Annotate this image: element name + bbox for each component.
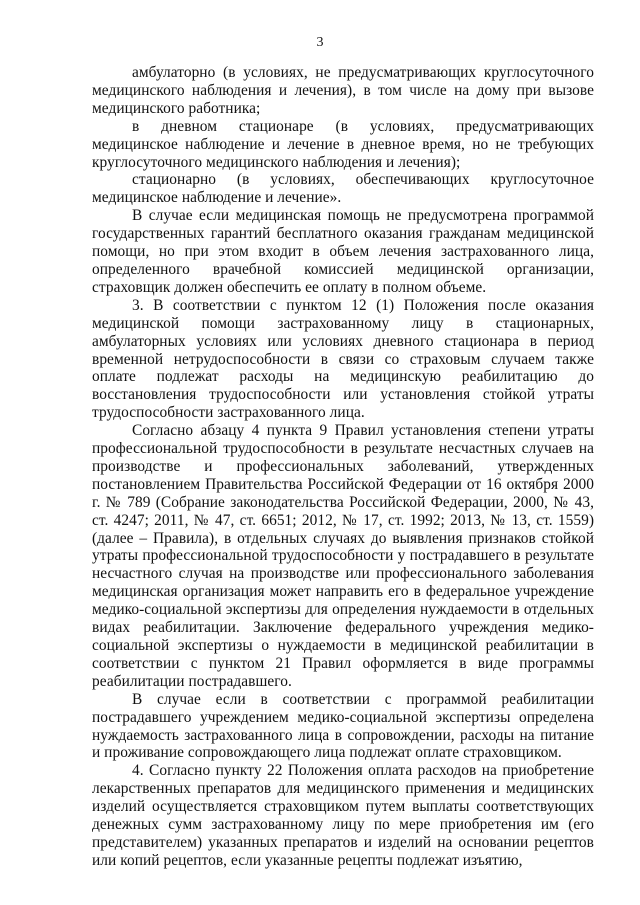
page-number: 3 — [316, 35, 324, 50]
paragraph-rules-paragraph-4: Согласно абзацу 4 пункта 9 Правил установления степени утраты профессиональной трудоспособности в результате несчастных случаев на производстве и профессиональных заболеваний, утвержденных постановлением Правительства Российской Федерации от 16 октября 2000 г. № 789 (Собрание законодательства Российской Федерации, 2000, № 43, ст. 4247; 2011, № 47, ст. 6651; 2012, № 17, ст. 1992; 2013, № 13, ст. 1559) (далее – Правила), в отдельных случаях до выявления признаков стойкой утраты профессиональной трудоспособности у пострадавшего в результате несчастного случая на производстве или профессионального заболевания медицинская организация может направить его в федеральное учреждение медико-социальной экспертизы для определения нуждаемости в отдельных видах реабилитации. Заключение федерального учреждения медико-социальной экспертизы о нуждаемости в медицинской реабилитации в соответствии с пунктом 21 Правил оформляется в виде программы реабилитации пострадавшего. — [92, 422, 594, 690]
paragraph-section-4: 4. Согласно пункту 22 Положения оплата расходов на приобретение лекарственных препаратов для медицинского применения и медицинских изделий осуществляется страховщиком путем выплаты соответствующих денежных сумм застрахованному лицу по мере приобретения им (его представителем) указанных препаратов и изделий на основании рецептов или копий рецептов, если указанные рецепты подлежат изъятию, — [92, 762, 594, 869]
paragraph-accompanying-person: В случае если в соответствии с программой реабилитации пострадавшего учреждением медико-социальной экспертизы определена нуждаемость застрахованного лица в сопровождении, расходы на питание и проживание сопровождающего лица подлежат оплате страховщиком. — [92, 690, 594, 762]
paragraph-outpatient: амбулаторно (в условиях, не предусматривающих круглосуточного медицинского наблюдения и лечения), в том числе на дому при вызове медицинского работника; — [92, 64, 594, 117]
paragraph-day-hospital: в дневном стационаре (в условиях, предусматривающих медицинское наблюдение и лечение в дневное время, но не требующих круглосуточного медицинского наблюдения и лечения); — [92, 117, 594, 171]
paragraph-inpatient: стационарно (в условиях, обеспечивающих круглосуточное медицинское наблюдение и лечение». — [92, 171, 594, 207]
paragraph-not-covered-care: В случае если медицинская помощь не предусмотрена программой государственных гарантий бесплатного оказания гражданам медицинской помощи, но при этом входит в объем лечения застрахованного лица, определенного врачебной комиссией медицинской организации, страховщик должен обеспечить ее оплату в полном объеме. — [92, 207, 594, 296]
paragraph-section-3: 3. В соответствии с пунктом 12 (1) Положения после оказания медицинской помощи застрахованному лицу в стационарных, амбулаторных условиях или условиях дневного стационара в период временной нетрудоспособности в связи со страховым случаем также оплате подлежат расходы на медицинскую реабилитацию до восстановления трудоспособности или установления стойкой утраты трудоспособности застрахованного лица. — [92, 296, 594, 422]
document-body — [92, 64, 594, 870]
